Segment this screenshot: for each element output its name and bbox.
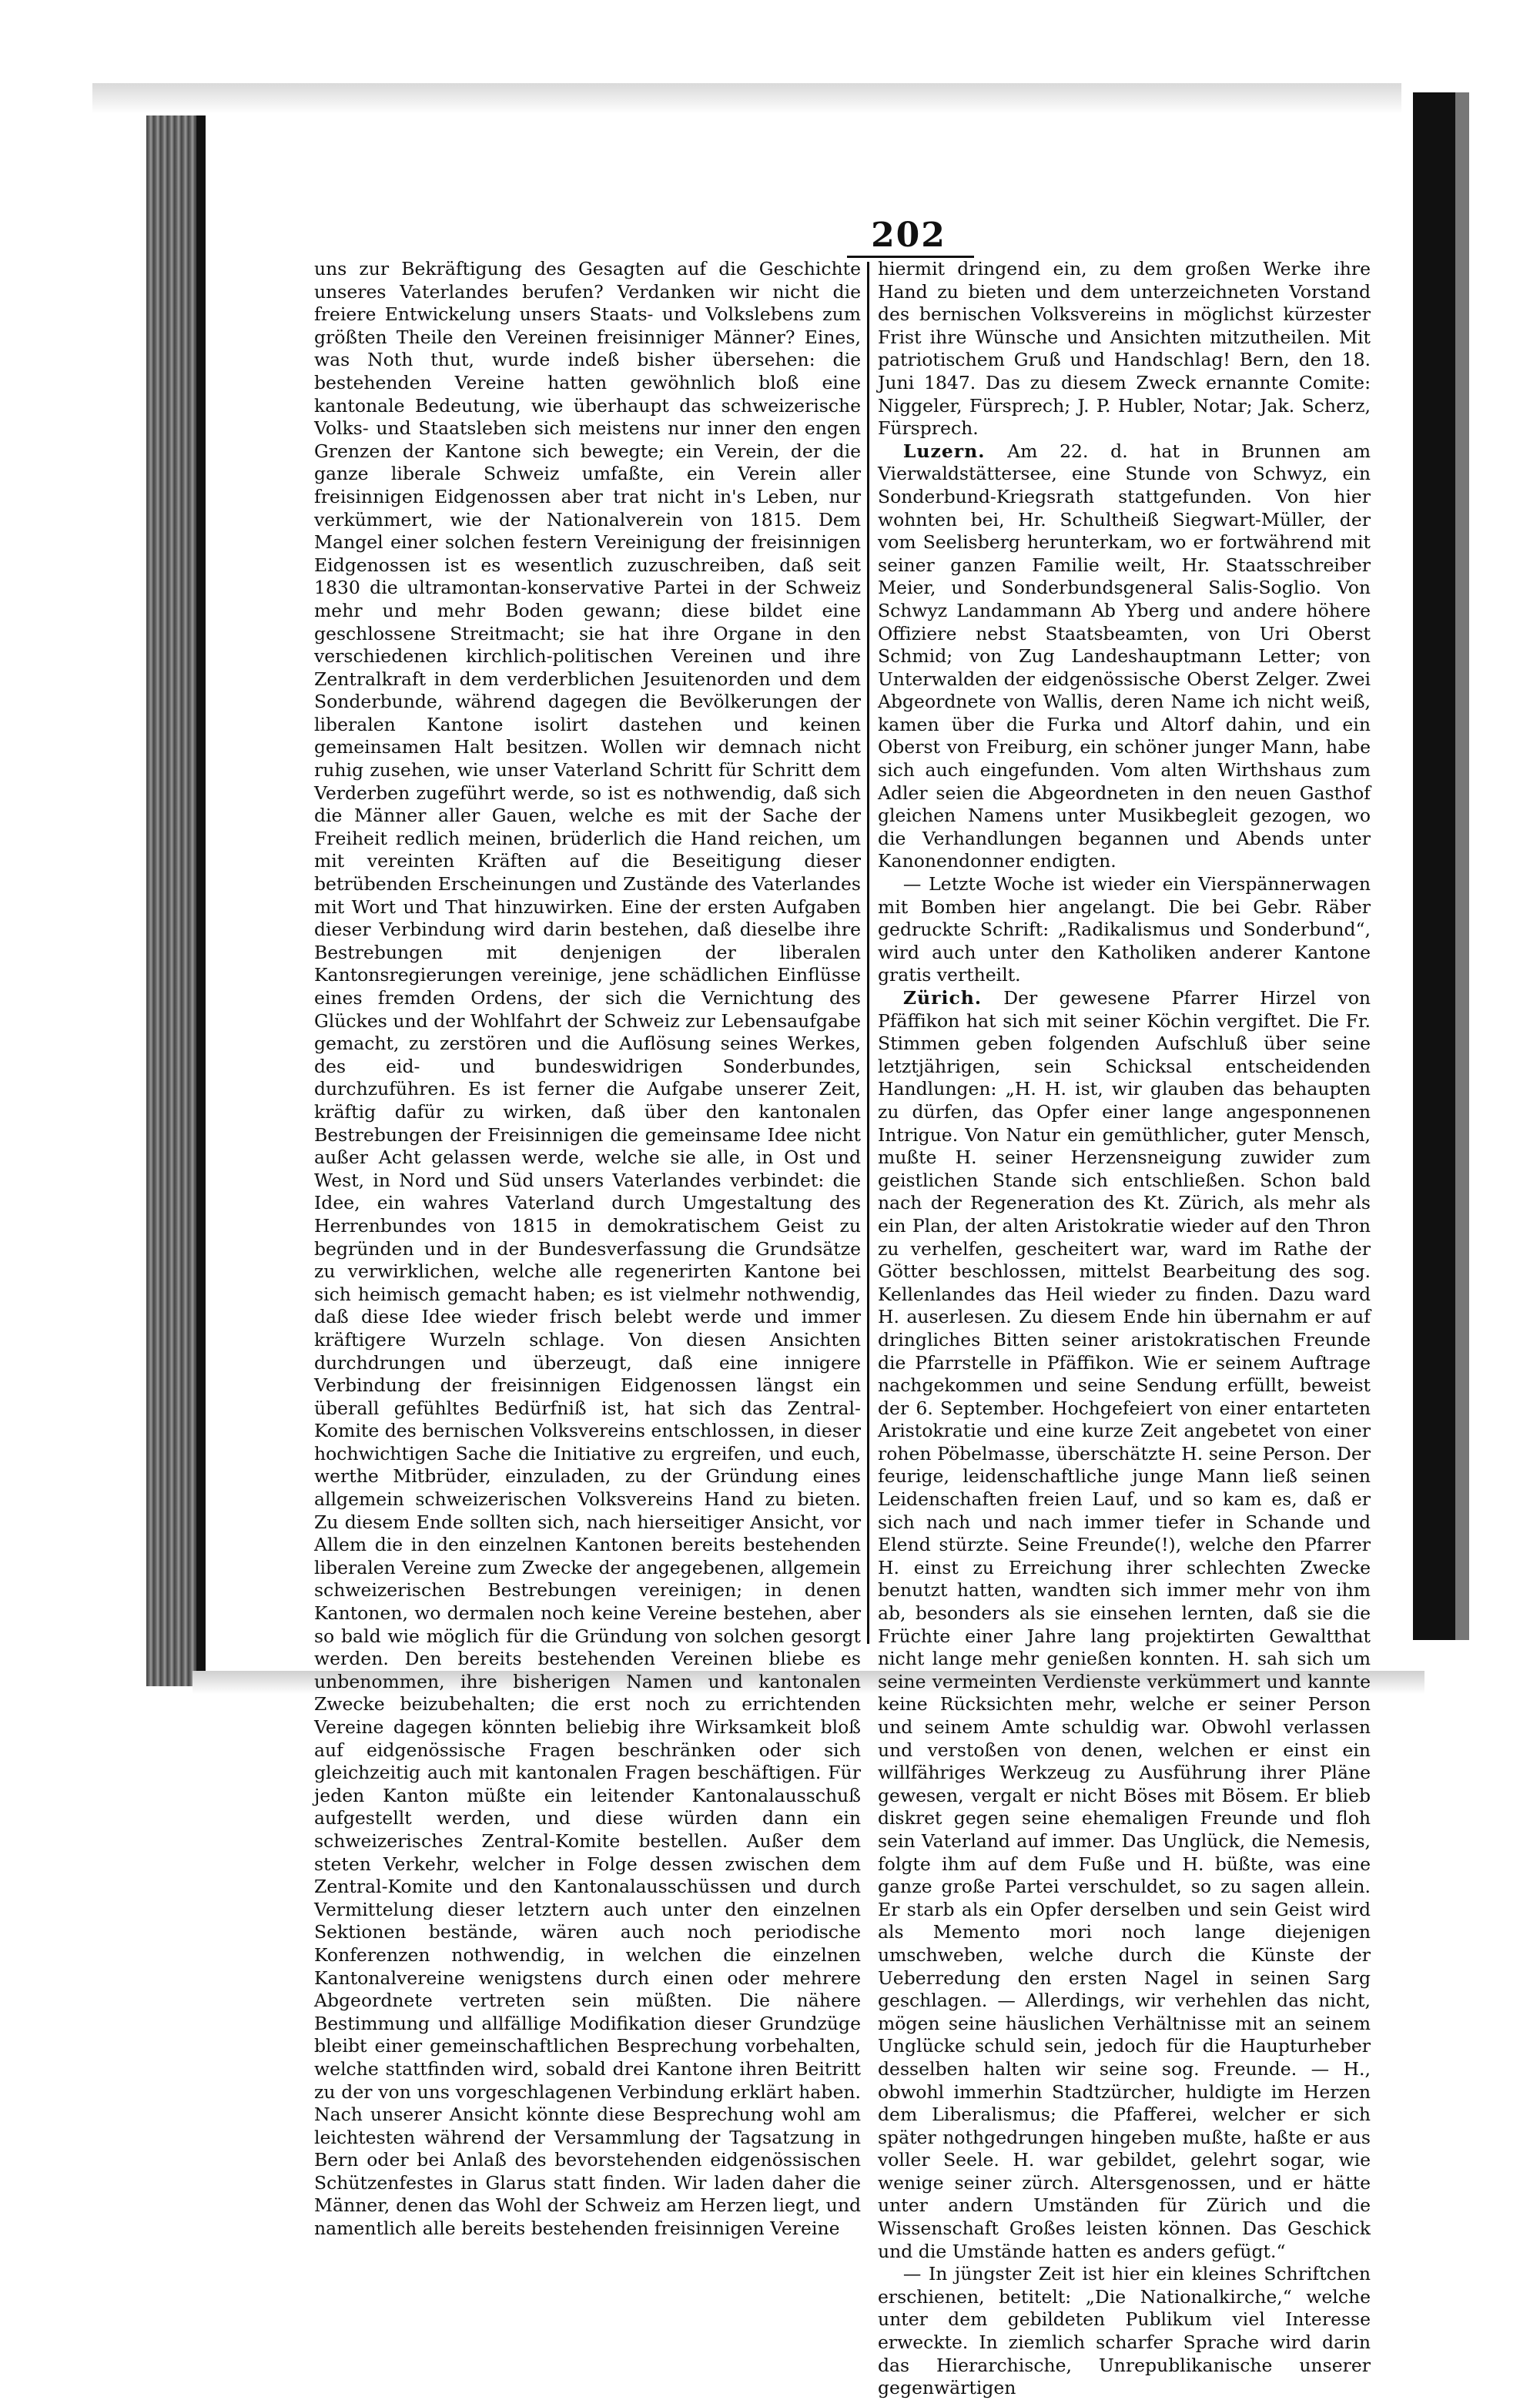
- paragraph-text: Der gewesene Pfarrer Hirzel von Pfäffikon hat sich mit seiner Köchin vergiftet. Die Fr. Stimmen geben folgenden Aufschluß über seine letztjährigen, sein Schicksal entscheidenden Handlungen: „H. H. ist, wir glauben das behaupten zu dürfen, das Opfer einer lange angesponnenen Intrigue. Von Natur ein gemüthlicher, guter Mensch, mußte H. seiner Herzensneigung zuwider zum geistlichen Stande sich entschließen. Schon bald nach der Regeneration des Kt. Zürich, als mehr als ein Plan, der alten Aristokratie wieder auf den Thron zu verhelfen, gescheitert war, ward im Rathe der Götter beschlossen, mittelst Bearbeitung des sog. Kellenlandes das Heil wieder zu finden. Dazu ward H. auserlesen. Zu diesem Ende hin übernahm er auf dringliches Bitten seiner aristokratischen Freunde die Pfarrstelle in Pfäffikon. Wie er seinem Auftrage nachgekommen und seine Sendung erfüllt, beweist der 6. September. Hochgefeiert von einer entarteten Aristokratie und eine kurze Zeit angebetet von einer rohen Pöbelmasse, überschätzte H. seine Person. Der feurige, leidenschaftliche junge Mann ließ seinen Leidenschaften freien Lauf, und so kam es, daß er sich nach und nach immer tiefer in Schande und Elend stürzte. Seine Freunde(!), welche den Pfarrer H. einst zu Erreichung ihrer schlechten Zwecke benutzt hatten, wandten sich immer mehr von ihm ab, besonders als sie einsehen lernten, daß sie die Früchte einer Jahre lang projektirten Gewaltthat nicht lange mehr genießen konnten. H. sah sich um seine vermeinten Verdienste verkümmert und kannte keine Rücksichten mehr, welche er seiner Person und seinem Amte schuldig war. Obwohl verlassen und verstoßen von denen, welchen er einst ein willfähriges Werkzeug zu Ausführung ihrer Pläne gewesen, vergalt er nicht Böses mit Bösem. Er blieb diskret gegen seine ehemaligen Freunde und floh sein Vaterland auf immer. Das Unglück, die Nemesis, folgte ihm auf dem Fuße und H. büßte, was eine ganze große Partei verschuldet, so zu sagen allein. Er starb als ein Opfer derselben und sein Geist wird als Memento mori noch lange diejenigen umschweben, welche durch die Künste der Ueberredung den ersten Nagel in seinen Sarg geschlagen. — Allerdings, wir verhehlen das nicht, mögen seine häuslichen Verhältnisse mit an seinem Unglücke schuld sein, jedoch für die Haupturheber desselben halten wir seine sog. Freunde. — H., obwohl immerhin Stadtzürcher, huldigte im Herzen dem Liberalismus; die Pfafferei, welcher er sich später nothgedrungen hingeben mußte, haßte er aus voller Seele. H. war gebildet, gelehrt sogar, wie wenige seiner zürch. Altersgenossen, und er hätte unter andern Umständen für Zürich und die Wissenschaft Großes leisten können. Das Geschick und die Umstände hatten es anders gefügt.“: [878, 987, 1371, 2262]
- paragraph-text: Am 22. d. hat in Brunnen am Vierwaldstättersee, eine Stunde von Schwyz, ein Sonderbund-Kriegsrath stattgefunden. Von hier wohnten bei, Hr. Schultheiß Siegwart-Müller, der vom Seelisberg herunterkam, wo er fortwährend mit seiner ganzen Familie weilt, Hr. Staatsschreiber Meier, und Sonderbundsgeneral Salis-Soglio. Von Schwyz Landammann Ab Yberg und andere höhere Offiziere nebst Staatsbeamten, von Uri Oberst Schmid; von Zug Landeshauptmann Letter; von Unterwalden der eidgenössische Oberst Zelger. Zwei Abgeordnete von Wallis, deren Name ich nicht weiß, kamen über die Furka und Altorf dahin, und ein Oberst von Freiburg, ein schöner junger Mann, habe sich auch eingefunden. Vom alten Wirthshaus zum Adler seien die Abgeordneten in den neuen Gasthof gleichen Namens unter Musikbegleit gezogen, wo die Verhandlungen begannen und Abends unter Kanonendonner endigten.: [878, 440, 1371, 872]
- place-heading: Luzern.: [902, 440, 986, 462]
- place-heading: Zürich.: [902, 987, 983, 1009]
- paragraph: uns zur Bekräftigung des Gesagten auf die Geschichte unseres Vaterlandes berufen? Verdanken wir nicht die freiere Entwickelung unsers Staats- und Volkslebens zum größten Theile den Vereinen freisinniger Männer? Eines, was Noth thut, wurde indeß bisher übersehen: die bestehenden Vereine hatten gewöhnlich bloß eine kantonale Bedeutung, wie überhaupt das schweizerische Volks- und Staatsleben sich meistens nur inner den engen Grenzen der Kantone sich bewegte; ein Verein, der die ganze liberale Schweiz umfaßte, ein Verein aller freisinnigen Eidgenossen aber trat nicht in's Leben, nur verkümmert, wie der Nationalverein von 1815. Dem Mangel einer solchen festern Vereinigung der freisinnigen Eidgenossen ist es wesentlich zuzuschreiben, daß seit 1830 die ultramontan-konservative Partei in der Schweiz mehr und mehr Boden gewann; diese bildet eine geschlossene Streitmacht; sie hat ihre Organe in den verschiedenen kirchlich-politischen Vereinen und ihre Zentralkraft in dem verderblichen Jesuitenorden und dem Sonderbunde, während dagegen die Bevölkerungen der liberalen Kantone isolirt dastehen und keinen gemeinsamen Halt besitzen. Wollen wir demnach nicht ruhig zusehen, wie unser Vaterland Schritt für Schritt dem Verderben zugeführt werde, so ist es nothwendig, daß sich die Männer aller Gauen, welche es mit der Sache der Freiheit redlich meinen, brüderlich die Hand reichen, um mit vereinten Kräften auf die Beseitigung dieser betrübenden Erscheinungen und Zustände des Vaterlandes mit Wort und That hinzuwirken. Eine der ersten Aufgaben dieser Verbindung wird darin bestehen, daß dieselbe ihre Bestrebungen mit denjenigen der liberalen Kantonsregierungen vereinige, jene schädlichen Einflüsse eines fremden Ordens, der sich die Vernichtung des Glückes und der Wohlfahrt der Schweiz zur Lebensaufgabe gemacht, zu zerstören und die Auflösung seines Werkes, des eid- und bundeswidrigen Sonderbundes, durchzuführen. Es ist ferner die Aufgabe unserer Zeit, kräftig dafür zu wirken, daß über den kantonalen Bestrebungen der Freisinnigen die gemeinsame Idee nicht außer Acht gelassen werde, welche sie alle, in Ost und West, in Nord und Süd unsers Vaterlandes verbindet: die Idee, ein wahres Vaterland durch Umgestaltung des Herrenbundes von 1815 in demokratischem Geist zu begründen und in der Bundesverfassung die Grundsätze zu verwirklichen, welche alle regenerirten Kantone bei sich heimisch gemacht haben; es ist vielmehr nothwendig, daß diese Idee wieder frisch belebt werde und immer kräftigere Wurzeln schlage. Von diesen Ansichten durchdrungen und überzeugt, daß eine innigere Verbindung der freisinnigen Eidgenossen längst ein überall gefühltes Bedürfniß ist, hat sich das Zentral-Komite des bernischen Volksvereins entschlossen, in dieser hochwichtigen Sache die Initiative zu ergreifen, und euch, werthe Mitbrüder, einzuladen, zu der Gründung eines allgemein schweizerischen Volksvereins Hand zu bieten. Zu diesem Ende sollten sich, nach hierseitiger Ansicht, vor Allem die in den einzelnen Kantonen bereits bestehenden liberalen Vereine zum Zwecke der angegebenen, allgemein schweizerischen Bestrebungen vereinigen; in denen Kantonen, wo dermalen noch keine Vereine bestehen, aber so bald wie möglich für die Gründung von solchen gesorgt werden. Den bereits bestehenden Vereinen bliebe es unbenommen, ihre bisherigen Namen und kantonalen Zwecke beizubehalten; die erst noch zu errichtenden Vereine dagegen könnten beliebig ihre Wirksamkeit bloß auf eidgenössische Fragen beschränken oder sich gleichzeitig auch mit kantonalen Fragen beschäftigen. Für jeden Kanton müßte ein leitender Kantonalausschuß aufgestellt werden, und diese würden dann ein schweizerisches Zentral-Komite bestellen. Außer dem steten Verkehr, welcher in Folge dessen zwischen dem Zentral-Komite und den Kantonalausschüssen und durch Vermittelung dieser letztern auch unter den einzelnen Sektionen bestände, wären auch noch periodische Konferenzen nothwendig, in welchen die einzelnen Kantonalvereine wenigstens durch einen oder mehrere Abgeordnete vertreten sein müßten. Die nähere Bestimmung und allfällige Modifikation dieser Grundzüge bleibt einer gemeinschaftlichen Besprechung vorbehalten, welche stattfinden wird, sobald drei Kantone ihren Beitritt zu der von uns vorgeschlagenen Verbindung erklärt haben. Nach unserer Ansicht könnte diese Besprechung wohl am leichtesten während der Versammlung der Tagsatzung in Bern oder bei Anlaß des bevorstehenden eidgenössischen Schützenfestes in Glarus statt finden. Wir laden daher die Männer, denen das Wohl der Schweiz am Herzen liegt, und namentlich alle bereits bestehenden freisinnigen Vereine: [314, 258, 861, 2240]
- news-item-zurich: [878, 987, 1371, 2263]
- book-binding-right-strip: [1455, 92, 1469, 1640]
- paragraph: — In jüngster Zeit ist hier ein kleines Schriftchen erschienen, betitelt: „Die Nationalkirche,“ welche unter dem gebildeten Publikum viel Interesse erweckte. In ziemlich scharfer Sprache wird darin das Hierarchische, Unrepublikanische unserer gegenwärtigen: [878, 2263, 1371, 2399]
- paragraph: hiermit dringend ein, zu dem großen Werke ihre Hand zu bieten und dem unterzeichneten Vorstand des bernischen Volksvereins in möglichst kürzester Frist ihre Wünsche und Ansichten mitzutheilen. Mit patriotischem Gruß und Handschlag! Bern, den 18. Juni 1847. Das zu diesem Zweck ernannte Comite: Niggeler, Fürsprech; J. P. Hubler, Notar; Jak. Scherz, Fürsprech.: [878, 258, 1371, 440]
- left-column: [314, 258, 861, 2241]
- book-binding-right: [1413, 92, 1455, 1640]
- paragraph: — Letzte Woche ist wieder ein Vierspännerwagen mit Bomben hier angelangt. Die bei Gebr. Räber gedruckte Schrift: „Radikalismus und Sonderbund“, wird auch unter den Katholiken anderer Kantone gratis vertheilt.: [878, 873, 1371, 986]
- book-binding-left: [146, 115, 200, 1686]
- news-item-luzern: [878, 440, 1371, 873]
- column-divider: [867, 262, 869, 1644]
- right-column: [878, 258, 1371, 2400]
- book-binding-left-edge: [196, 115, 206, 1686]
- page-number: 202: [871, 216, 946, 255]
- scan-shadow-top: [92, 83, 1401, 114]
